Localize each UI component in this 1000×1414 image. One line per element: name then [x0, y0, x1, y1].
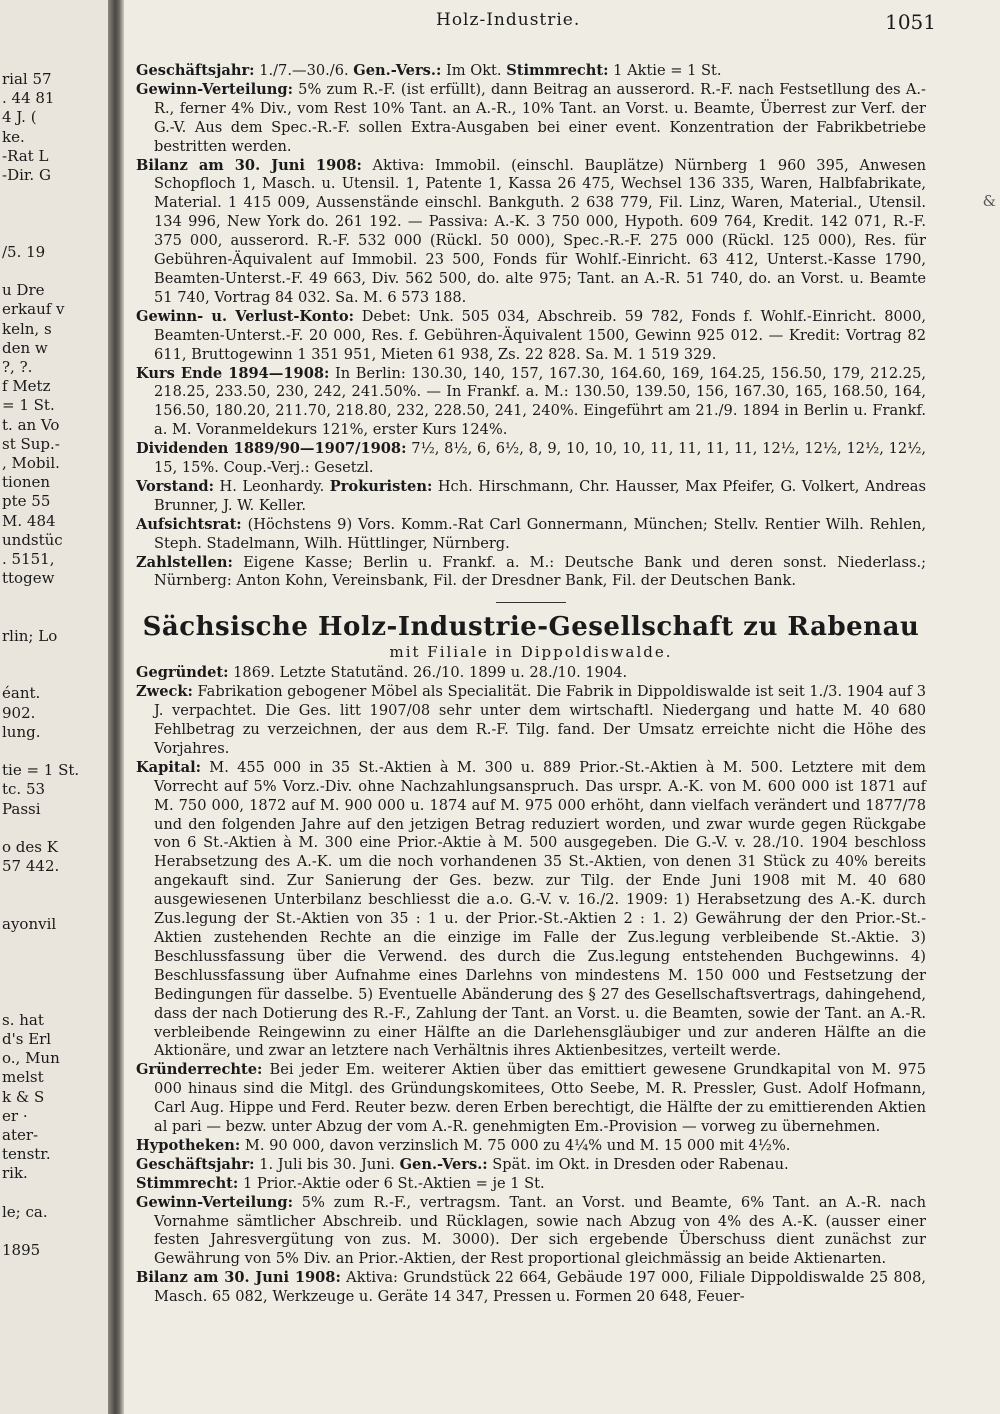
fragment-line: 902.: [2, 703, 36, 722]
fragment-line: , Mobil.: [2, 454, 60, 472]
fragment-line: u Dre: [2, 281, 45, 300]
entry-label: Gründerrechte:: [136, 1061, 263, 1079]
fragment-line: 57 442.: [2, 857, 60, 876]
entry-label: Bilanz am 30. Juni 1908:: [136, 1269, 341, 1287]
entry-value: Aktiva: Grundstück 22 664, Gebäude 197 000, Filiale Dippoldiswalde 25 808, Masch. 65 082, Werkzeuge u. Geräte 14 347, Pressen u. Formen 20 648, Feuer-: [154, 1269, 927, 1306]
entry-value: M. 455 000 in 35 St.-Aktien à M. 300 u. 889 Prior.-St.-Aktien à M. 500. Letztere mit dem Vorrecht auf 5% Vorz.-Div. ohne Nachzahlungsanspruch. Das urspr. A.-K. von M. 600 000 ist 1871 auf M. 750 000, 1872 auf M. 900 000 u. 1874 auf M. 975 000 erhöht, dann vielfach verändert und 1877/78 und den folgenden Jahre auf den jetzigen Betrag reduziert worden, und zwar wurde gegen Rückgabe von 6 St.-Aktien à M. 300 eine Prior.-Aktie à M. 500 ausgegeben. Die G.-V. v. 28./10. 1904 beschloss Herabsetzung des A.-K. um die noch vorhandenen 35 St.-Aktien, von denen 31 Stück zu 40% bereits angekauft sind. Zur Sanierung der Ges. bezw. zur Tilg. der Ende Juni 1908 mit M. 40 680 ausgewiesenen Unterbilanz beschliesst die a.o. G.-V. v. 16./2. 1909: 1) Herabsetzung des A.-K. durch Zus.legung der St.-Aktien von 35 : 1 u. der Prior.-St.-Aktien 2 : 1. 2) Gewährung der den Prior.-St.-Aktien zustehenden Rechte an die einzige im Falle der Zus.legung verbleibende St.-Aktie. 3) Beschlussfassung über die Verwend. des durch die Zus.legung entstehenden Buchgewinns. 4) Beschlussfassung über Aufnahme eines Darlehns von mindestens M. 150 000 und Festsetzung der Bedingungen für dasselbe. 5) Eventuelle Abänderung des § 27 des Gesellschaftsvertrags, dahingehend, dass der nach Dotierung des R.-F., Zahlung der Tant. an Vorst. u. die Beamten, sowie der Tant. an A.-R. verbleibende Reingewinn zu einer Hälfte an die Darlehensgläubiger und zur anderen Hälfte an die Aktionäre, und zwar an letztere nach Verhältnis ihres Aktienbesitzes, verteilt werde.: [154, 758, 926, 1060]
fragment-line: ke.: [2, 127, 25, 146]
fragment-line: tionen: [2, 473, 51, 492]
label-vorstand: Vorstand:: [136, 477, 215, 495]
fragment-line: tc. 53: [2, 780, 46, 799]
entry-label: Geschäftsjahr:: [136, 1155, 255, 1173]
fragment-line: ater-: [2, 1126, 39, 1144]
para-aufsichtsrat: [136, 516, 926, 554]
entry-value: Spät. im Okt. in Dresden oder Rabenau.: [487, 1155, 789, 1173]
fragment-line: er ·: [2, 1106, 28, 1125]
label-gewinn: Gewinn-Verteilung:: [136, 80, 293, 98]
value-vorstand: H. Leonhardy.: [214, 477, 330, 495]
page-number: 1051: [885, 10, 936, 34]
value-dividenden: 7½, 8½, 6, 6½, 8, 9, 10, 10, 10, 11, 11, 11, 11, 12½, 12½, 12½, 12½, 15, 15%. Coup.-Verj.: Gesetzl.: [154, 440, 927, 477]
value-gen-vers: Im Okt.: [441, 62, 507, 79]
margin-pencil-mark: &: [982, 192, 996, 210]
entry-value: M. 90 000, davon verzinslich M. 75 000 zu 4¼% und M. 15 000 mit 4½%.: [240, 1136, 791, 1154]
para-kurs: [136, 365, 926, 441]
label-stimmrecht: Stimmrecht:: [506, 62, 609, 79]
label-prokuristen: Prokuristen:: [329, 477, 433, 495]
fragment-line: ?, ?.: [2, 358, 33, 376]
value-prokuristen: Hch. Hirschmann, Chr. Hausser, Max Pfeifer, G. Volkert, Andreas Brunner, J. W. Keller.: [154, 477, 926, 514]
entry-label: Kapital:: [136, 758, 202, 776]
value-geschaeftsjahr: 1./7.—30./6.: [254, 62, 354, 79]
fragment-line: den w: [2, 338, 48, 357]
label-gen-vers: Gen.-Vers.:: [353, 62, 442, 79]
company-subheading: mit Filiale in Dippoldiswalde.: [389, 643, 673, 662]
label-kurs: Kurs Ende 1894—1908:: [136, 364, 330, 382]
para-dividenden: [136, 440, 926, 478]
entry-paragraph: [136, 1194, 926, 1270]
para-vorstand: [136, 478, 926, 516]
entry-label: Stimmrecht:: [136, 1174, 239, 1192]
entry-paragraph: [136, 664, 926, 683]
fragment-line: . 5151,: [2, 550, 55, 568]
previous-page-strip: [0, 0, 118, 1414]
label-geschaeftsjahr: Geschäftsjahr:: [136, 62, 255, 79]
fragment-line: pte 55: [2, 492, 51, 511]
entry-paragraph: [136, 759, 926, 1062]
entry-label: Gegründet:: [136, 664, 229, 682]
fragment-line: 1895: [2, 1241, 41, 1260]
fragment-line: rlin; Lo: [2, 626, 58, 645]
entry-label: Gewinn-Verteilung:: [136, 1193, 293, 1211]
value-bilanz: Aktiva: Immobil. (einschl. Bauplätze) Nürnberg 1 960 395, Anwesen Schopfloch 1, Masch. u. Utensil. 1, Patente 1, Kassa 26 475, Wechsel 136 335, Waren, Halbfabrikate, Material. 1 415 009, Aussenstände einschl. Bankguth. 2 638 779, Fil. Linz, Waren, Material., Utensil. 134 996, New York do. 261 192. — Passiva: A.-K. 3 750 000, Hypoth. 609 764, Kredit. 142 071, R.-F. 375 000, ausserord. R.-F. 532 000 (Rückl. 50 000), Spec.-R.-F. 275 000 (Rückl. 125 000), Res. für Gebühren-Äquivalent auf Immobil. 23 500, Fonds für Wohlf.-Einricht. 63 412, Unterst.-Kasse 1790, Beamten-Unterst.-F. 49 663, Div. 562 500, do. alte 975; Tant. an A.-R. 51 740, do. an Vorst. u. Beamte 51 740, Vortrag 84 032. Sa. M. 6 573 188.: [154, 156, 927, 306]
fragment-line: ayonvil: [2, 914, 57, 933]
label-guv: Gewinn- u. Verlust-Konto:: [136, 307, 354, 325]
section-divider: [496, 602, 566, 603]
value-kurs: In Berlin: 130.30, 140, 157, 167.30, 164.60, 169, 164.25, 156.50, 179, 212.25, 218.25, 233.50, 230, 242, 241.50%. — In Frankf. a. M.: 130.50, 139.50, 156, 167.30, 165, 168.50, 164, 156.50, 180.20, 211.70, 218.80, 232, 228.50, 241, 240%. Eingeführt am 21./9. 1894 in Berlin u. Frankf. a. M. Voranmeldekurs 121%, erster Kurs 124%.: [154, 364, 927, 439]
fragment-line: k & S: [2, 1087, 45, 1106]
entry-value: Bei jeder Em. weiterer Aktien über das emittiert gewesene Grundkapital von M. 975 000 hinaus sind die Mitgl. des Gründungskomitees, Otto Seebe, M. R. Pressler, Gust. Adolf Hofmann, Carl Aug. Hippe und Ferd. Reuter bezw. deren Erben berechtigt, die Hälfte der zu emittierenden Aktien al pari — bezw. unter Abzug der vom A.-R. genehmigten Em.-Provision — vorweg zu übernehmen.: [154, 1061, 926, 1136]
fragment-line: ttogew: [2, 569, 55, 588]
entry-paragraph: [136, 1061, 926, 1137]
fragment-line: éant.: [2, 684, 41, 703]
fragment-line: o des K: [2, 838, 58, 856]
entry-label: Gen.-Vers.:: [399, 1155, 488, 1173]
company-heading: Sächsische Holz-Industrie-Gesellschaft zu Rabenau: [142, 612, 920, 643]
entry-value: 1869. Letzte Statutänd. 26./10. 1899 u. 28./10. 1904.: [228, 664, 628, 682]
value-zahlstellen: Eigene Kasse; Berlin u. Frankf. a. M.: Deutsche Bank und deren sonst. Niederlass.; Nürnberg: Anton Kohn, Vereinsbank, Fil. der Dresdner Bank, Fil. der Deutschen Bank.: [154, 553, 926, 590]
label-bilanz: Bilanz am 30. Juni 1908:: [136, 156, 362, 174]
fragment-line: f Metz: [2, 377, 51, 396]
entry-value: Fabrikation gebogener Möbel als Specialität. Die Fabrik in Dippoldiswalde ist seit 1./3. 1904 auf 3 J. verpachtet. Die Ges. litt 1907/08 sehr unter dem wirtschaftl. Niedergang und hatte M. 40 680 Fehlbetrag zu verzeichnen, der aus dem R.-F. Tilg. fand. Der Umsatz erreichte nicht die Höhe des Vorjahres.: [154, 683, 926, 757]
entry-value: 1 Prior.-Aktie oder 6 St.-Aktien = je 1 St.: [238, 1174, 545, 1192]
para-gewinn-verteilung: [136, 81, 926, 157]
entry-label: Zweck:: [136, 683, 193, 701]
text-column: [136, 62, 926, 1307]
company-entry: [136, 664, 926, 1307]
value-stimmrecht: 1 Aktie = 1 St.: [608, 62, 722, 79]
fragment-line: d's Erl: [2, 1030, 52, 1048]
label-zahlstellen: Zahlstellen:: [136, 553, 233, 571]
running-title: Holz-Industrie.: [436, 10, 581, 30]
fragment-line: /5. 19: [2, 242, 46, 261]
fragment-line: Passi: [2, 799, 41, 818]
fragment-line: undstüc: [2, 530, 63, 549]
fragment-line: st Sup.-: [2, 434, 60, 453]
fragment-line: keln, s: [2, 319, 52, 338]
entry-value: 1. Juli bis 30. Juni.: [254, 1155, 400, 1173]
fragment-line: o., Mun: [2, 1049, 60, 1068]
fragment-line: . 44 81: [2, 89, 55, 108]
fragment-line: 4 J. (: [2, 108, 37, 127]
book-gutter: [108, 0, 124, 1414]
entry-paragraph: [136, 1269, 926, 1307]
para-gewinn-verlust: [136, 308, 926, 365]
fragment-line: melst: [2, 1068, 44, 1087]
para-bilanz: [136, 157, 926, 308]
fragment-line: t. an Vo: [2, 415, 60, 434]
fragment-line: tie = 1 St.: [2, 761, 80, 780]
entry-paragraph: [136, 683, 926, 759]
fragment-line: M. 484: [2, 511, 56, 530]
fragment-line: le; ca.: [2, 1202, 48, 1221]
entry-value: 5% zum R.-F., vertragsm. Tant. an Vorst. und Beamte, 6% Tant. an A.-R. nach Vornahme sämtlicher Abschreib. und Rücklagen, sowie nach Abzug von 4% des A.-K. (ausser einer festen Jahresvergütung von zus. M. 3000). Der sich ergebende Überschuss dient zunächst zur Gewährung von 5% Div. an Prior.-Aktien, der Rest proportional gleichmässig an beide Aktienarten.: [154, 1193, 926, 1268]
entry-paragraph: [136, 1175, 926, 1194]
fragment-line: lung.: [2, 722, 41, 741]
label-aufsichtsrat: Aufsichtsrat:: [136, 515, 242, 533]
fragment-line: -Dir. G: [2, 166, 51, 184]
page: [126, 0, 1000, 1414]
fragment-line: rik.: [2, 1164, 28, 1183]
fragment-line: erkauf v: [2, 300, 65, 319]
entry-paragraph: [136, 1156, 926, 1175]
label-dividenden: Dividenden 1889/90—1907/1908:: [136, 440, 407, 458]
value-aufsichtsrat: (Höchstens 9) Vors. Komm.-Rat Carl Gonnermann, München; Stellv. Rentier Wilh. Rehlen, Steph. Stadelmann, Wilh. Hüttlinger, Nürnberg.: [154, 515, 926, 552]
fragment-line: rial 57: [2, 70, 52, 88]
para-zahlstellen: [136, 554, 926, 592]
entry-label: Hypotheken:: [136, 1136, 241, 1154]
entry-paragraph: [136, 1137, 926, 1156]
fragment-line: s. hat: [2, 1010, 44, 1029]
fragment-line: = 1 St.: [2, 396, 55, 415]
upper-meta: [136, 62, 926, 81]
fragment-line: -Rat L: [2, 146, 49, 165]
value-guv: Debet: Unk. 505 034, Abschreib. 59 782, Fonds f. Wohlf.-Einricht. 8000, Beamten-Unterst.-F. 20 000, Res. f. Gebühren-Äquivalent 1500, Gewinn 925 012. — Kredit: Vortrag 82 611, Bruttogewinn 1 351 951, Mieten 61 938, Zs. 22 828. Sa. M. 1 519 329.: [154, 307, 926, 363]
fragment-line: tenstr.: [2, 1145, 51, 1164]
value-gewinn: 5% zum R.-F. (ist erfüllt), dann Beitrag an ausserord. R.-F. nach Festsetllung des A.-R., ferner 4% Div., vom Rest 10% Tant. an A.-R., 10% Tant. an Vorst. u. Beamte, Überrest zur Verf. der G.-V. Aus dem Spec.-R.-F. sollen Extra-Ausgaben bei einer event. Konzentration der Fabrikbetriebe bestritten werden.: [154, 80, 926, 155]
